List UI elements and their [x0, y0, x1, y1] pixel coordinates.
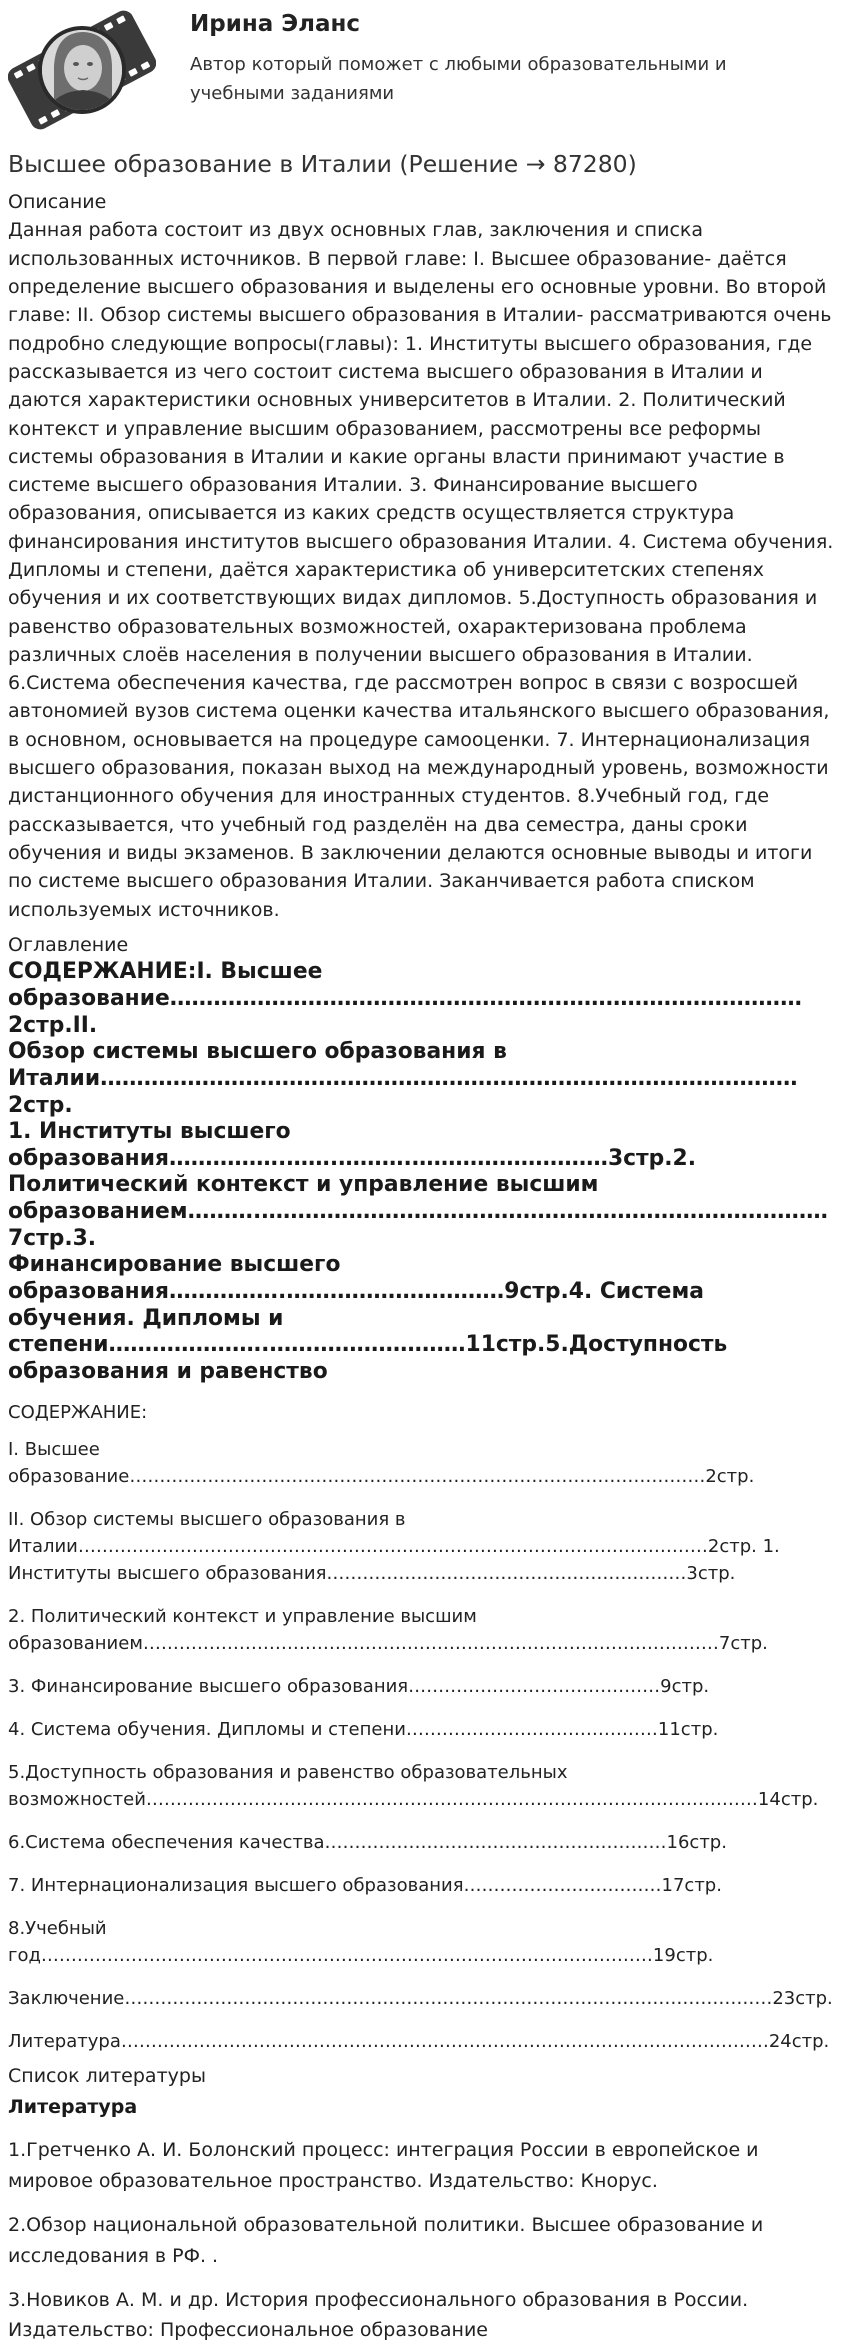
literature-label: Список литературы	[8, 2065, 206, 2088]
toc-item: 6.Система обеспечения качества…………………………………………………16стр.	[8, 1832, 727, 1854]
author-card	[8, 0, 847, 140]
toc-item: 2. Политический контекст и управление высшим образованием……………………………………………………………………………………7стр.	[8, 1606, 768, 1655]
toc-item: 8.Учебный год…………………………………………………………………………………………19стр.	[8, 1918, 714, 1967]
filmstrip-portrait-icon	[8, 6, 156, 134]
description-label: Описание	[8, 190, 107, 213]
author-info	[190, 0, 790, 108]
toc-label: Оглавление	[8, 933, 129, 956]
toc-item: I. Высшее образование……………………………………………………………………………………2стр.	[8, 1439, 755, 1488]
author-description: Автор который поможет с любыми образовательными и учебными заданиями	[190, 53, 727, 105]
toc-item: Заключение………………………………………………………………………………………………23стр.	[8, 1988, 833, 2010]
literature-item: 2.Обзор национальной образовательной политики. Высшее образование и исследования в РФ. .	[8, 2214, 764, 2267]
toc-item: 3. Финансирование высшего образования……………………………………9стр.	[8, 1676, 710, 1698]
toc-item: II. Обзор системы высшего образования в Италии……………………………………………………………………………………………2стр. 1. Институты высшего образования……………………………………………………3стр.	[8, 1509, 780, 1585]
description-text: Данная работа состоит из двух основных глав, заключения и списка использованных источников. В первой главе: I. Высшее образование- даётся определение высшего образования и выделены его основные уровни. Во второй главе: II. Обзор системы высшего образования в Италии- рассматриваются очень подробно следующие вопросы(главы): 1. Институты высшего образования, где рассказывается из чего состоит система высшего образования в Италии и даются характеристики основных университетов в Италии. 2. Политический контекст и управление высшим образованием, рассмотрены все реформы системы образования в Италии и какие органы власти принимают участие в системе высшего образования Италии. 3. Финансирование высшего образования, описывается из каких средств осуществляется структура финансирования институтов высшего образования Италии. 4. Система обучения. Дипломы и степени, даётся характеристика об университетских степенях обучения и их соответствующих видах дипломов. 5.Доступность образования и равенство образовательных возможностей, охарактеризована проблема различных слоёв населения в получении высшего образования в Италии. 6.Система обеспечения качества, где рассмотрен вопрос в связи с возросшей автономией вузов система оценки качества итальянского высшего образования, в основном, основывается на процедуре самооценки. 7. Интернационализация высшего образования, показан выход на международный уровень, возможности дистанционного обучения для иностранных студентов. 8.Учебный год, где рассказывается, что учебный год разделён на два семестра, даны сроки обучения и виды экзаменов. В заключении делаются основные выводы и итоги по системе высшего образования Италии. Заканчивается работа списком используемых источников.	[8, 219, 834, 921]
toc-item: 5.Доступность образования и равенство образовательных возможностей…………………………………………………………………………………………14стр.	[8, 1762, 819, 1811]
literature-item: 1.Гретченко А. И. Болонский процесс: интеграция России в европейское и мировое образовательное пространство. Издательство: Кнорус.	[8, 2139, 759, 2192]
toc-item: Литература………………………………………………………………………………………………24стр.	[8, 2031, 830, 2053]
avatar[interactable]	[8, 6, 156, 134]
toc-item: 4. Система обучения. Дипломы и степени……………………………………11стр.	[8, 1719, 719, 1741]
toc-bold-block: СОДЕРЖАНИЕ:I. Высшее образование……………………………………………………………………………2стр.II. Обзор системы высшего образования в Италии……………………………………………………………………………………2стр. 1. Институты высшего образования…………….…….……….………………………3стр.2. Политический контекст и управление высшим образованием……….……………………………………………………………………7стр.3. Финансирование высшего образования…………….…………………………9стр.4. Система обучения. Дипломы и степени………………….………………………11стр.5.Доступность образования и равенство	[8, 959, 828, 1384]
toc-list	[8, 1399, 847, 2055]
toc-heading: СОДЕРЖАНИЕ:	[8, 1402, 148, 1424]
page-title: Высшее образование в Италии (Решение → 87280)	[8, 150, 637, 178]
literature-item: 3.Новиков А. М. и др. История профессионального образования в России. Издательство: Профессиональное образование	[8, 2289, 749, 2342]
literature-heading: Литература	[8, 2095, 138, 2118]
toc-item: 7. Интернационализация высшего образования……………………………17стр.	[8, 1875, 722, 1897]
author-name[interactable]: Ирина Эланс	[190, 11, 361, 37]
